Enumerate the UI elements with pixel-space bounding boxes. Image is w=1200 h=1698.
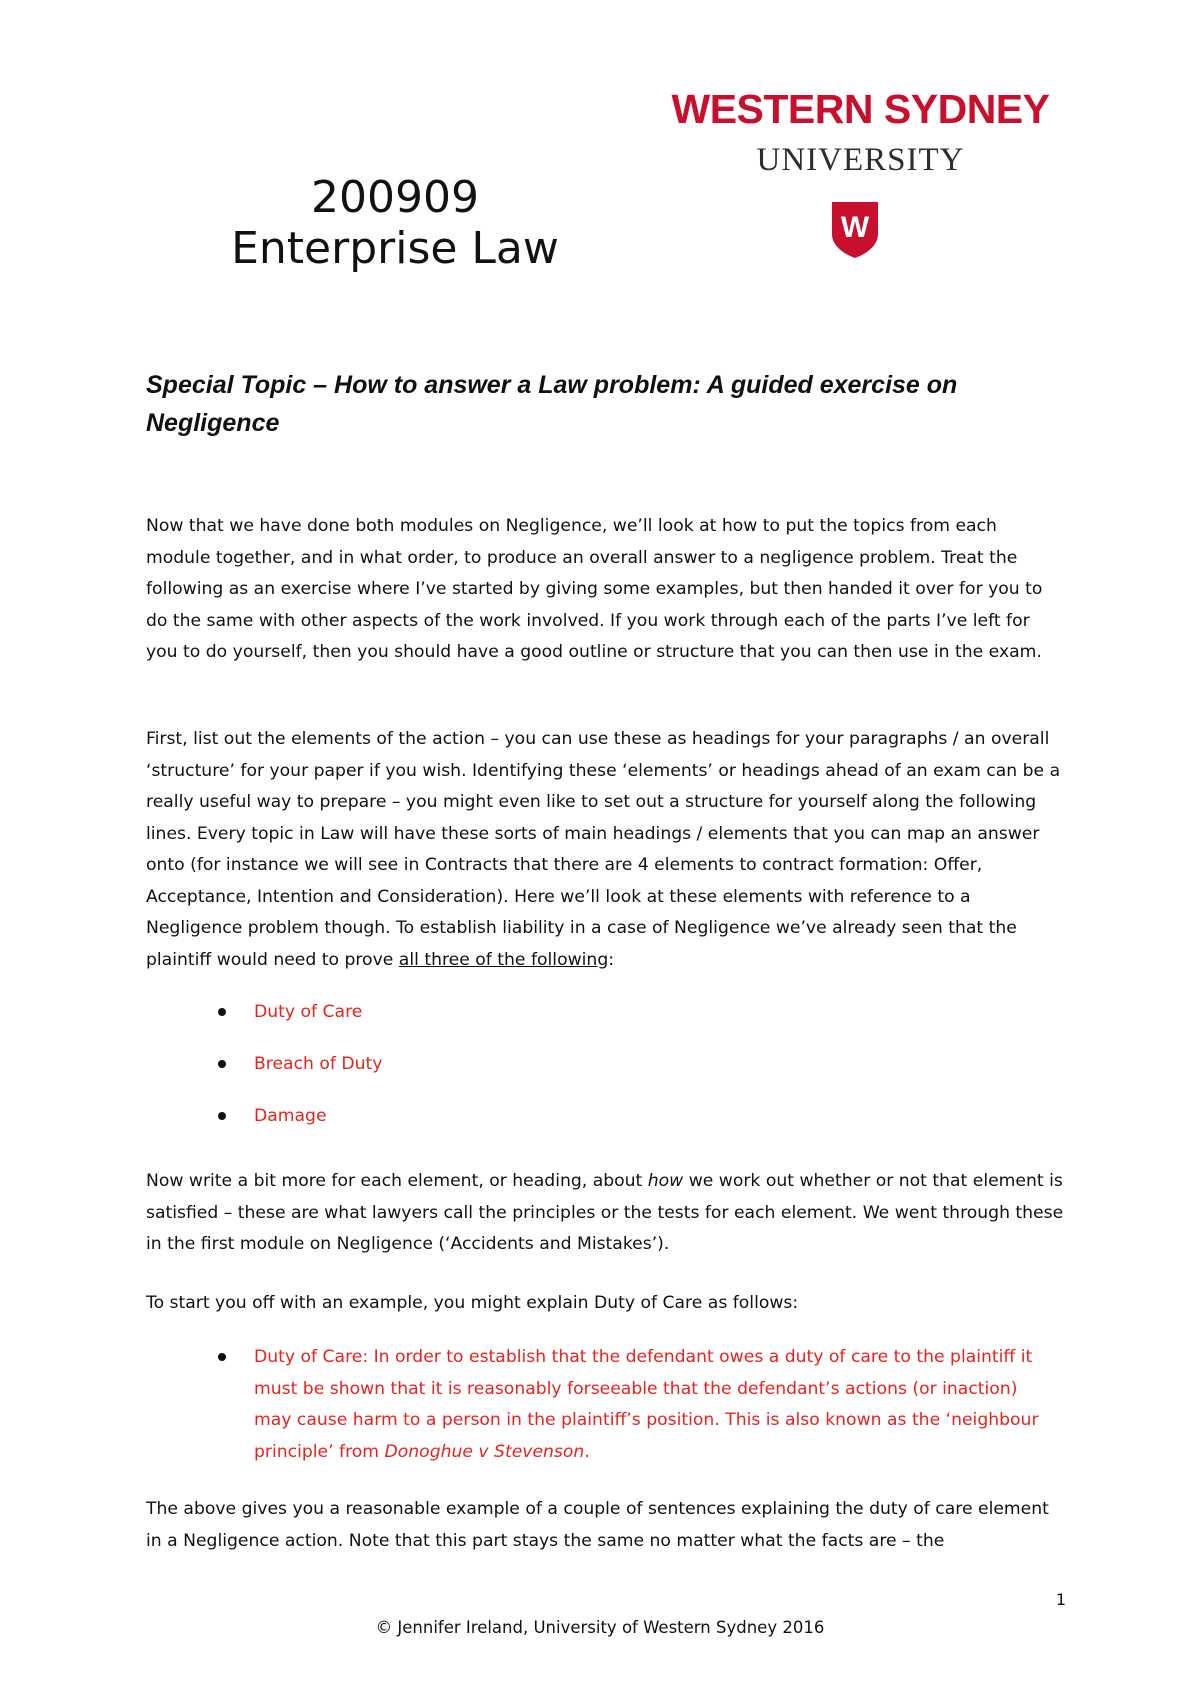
topic-heading: Special Topic – How to answer a Law problem: A guided exercise on Negligence (146, 371, 958, 437)
case-name: Donoghue v Stevenson (384, 1441, 585, 1462)
example-intro-text: To start you off with an example, you might explain Duty of Care as follows: (146, 1293, 799, 1313)
university-logo (663, 80, 1058, 280)
bullet-icon (218, 1353, 226, 1361)
write-more-text-b: we work out whether or not that element is satisfied – these are what lawyers call the principles or the tests for each element. We went through these in the first module on Negligence (‘Accidents and Mistakes’). (146, 1171, 1064, 1254)
list-item-label: Damage (254, 1106, 327, 1126)
example-bullet-end: . (584, 1441, 590, 1462)
list-item-label: Duty of Care (254, 1002, 363, 1022)
elements-end-text: : (608, 949, 615, 970)
shield-icon (830, 200, 880, 260)
intro-paragraph (146, 511, 1066, 669)
bullet-icon (218, 1008, 226, 1016)
intro-text: Now that we have done both modules on Negligence, we’ll look at how to put the topics from each module together, and in what order, to produce an overall answer to a negligence problem. Treat the following as an exercise where I’ve started by giving some examples, but then handed it over for you to do the same with other aspects of the work involved. If you work through each of the parts I’ve left for you to do yourself, then you should have a good outline or structure that you can then use in the exam. (146, 516, 1043, 662)
course-name: Enterprise Law (231, 223, 559, 274)
example-intro-paragraph (146, 1288, 1066, 1320)
list-item-label: Breach of Duty (254, 1054, 383, 1074)
write-more-paragraph (146, 1166, 1066, 1261)
logo-name: WESTERN SYDNEY (671, 86, 1050, 132)
closing-paragraph (146, 1494, 1066, 1557)
page-number: 1 (1055, 1590, 1066, 1609)
write-more-emphasis: how (647, 1171, 684, 1191)
elements-paragraph (146, 724, 1066, 976)
elements-underlined-text: all three of the following (398, 949, 609, 970)
closing-text: The above gives you a reasonable example of a couple of sentences explaining the duty of care element in a Negligence action. Note that this part stays the same no matter what the facts are – the (146, 1499, 1049, 1551)
example-bullet-text: Duty of Care: In order to establish that the defendant owes a duty of care to the plaintiff it must be shown that it is reasonably forseeable that the defendant’s actions (or inaction) may cause harm to a person in the plaintiff’s position. This is also known as the ‘neighbour principle’ from (254, 1347, 1039, 1462)
logo-subtitle: UNIVERSITY (756, 142, 965, 178)
shield-letter: W (840, 211, 870, 244)
course-title (150, 172, 640, 274)
write-more-text-a: Now write a bit more for each element, or heading, about (146, 1171, 648, 1191)
course-code: 200909 (311, 172, 479, 223)
footer-copyright: © Jennifer Ireland, University of Western Sydney 2016 (375, 1618, 825, 1637)
elements-intro-text: First, list out the elements of the action – you can use these as headings for your paragraphs / an overall ‘structure’ for your paper if you wish. Identifying these ‘elements’ or headings ahead of an exam can be a really useful way to prepare – you might even like to set out a structure for yourself along the following lines. Every topic in Law will have these sorts of main headings / elements that you can map an answer onto (for instance we will see in Contracts that there are 4 elements to contract formation: Offer, Acceptance, Intention and Consideration). Here we’ll look at these elements with reference to a Negligence problem though. To establish liability in a case of Negligence we’ve already seen that the plaintiff would need to prove (146, 729, 1061, 970)
bullet-icon (218, 1112, 226, 1120)
bullet-icon (218, 1060, 226, 1068)
